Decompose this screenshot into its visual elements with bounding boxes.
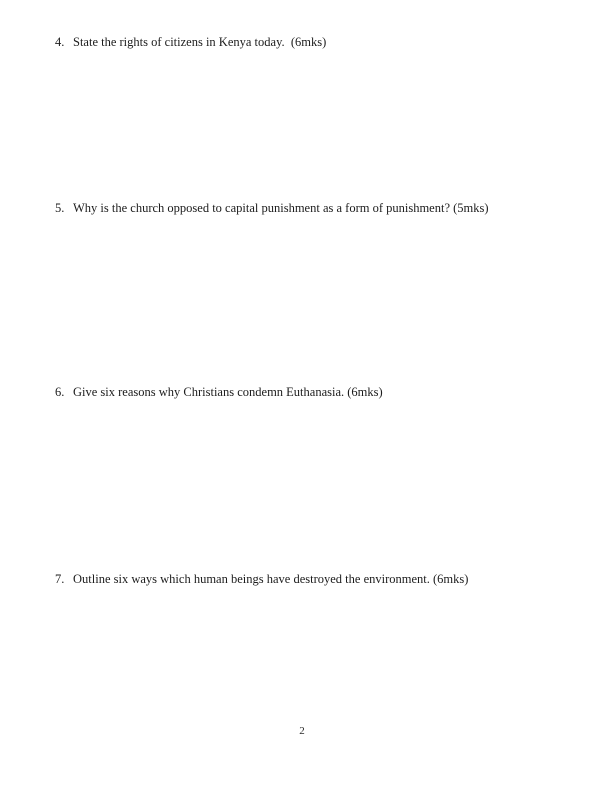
- question-item-4: [55, 35, 572, 50]
- question-number: 5.: [55, 201, 65, 215]
- question-item-7: [55, 572, 572, 587]
- question-text: Why is the church opposed to capital punishment as a form of punishment? (5mks): [73, 201, 489, 215]
- question-item-6: [55, 385, 572, 400]
- question-item-5: [55, 201, 572, 216]
- question-text: State the rights of citizens in Kenya today. (6mks): [73, 35, 327, 49]
- question-text: Outline six ways which human beings have destroyed the environment. (6mks): [73, 572, 469, 586]
- question-number: 7.: [55, 572, 65, 586]
- question-number: 6.: [55, 385, 65, 399]
- page-number: 2: [299, 725, 305, 737]
- question-number: 4.: [55, 35, 65, 49]
- question-text: Give six reasons why Christians condemn Euthanasia. (6mks): [73, 385, 383, 399]
